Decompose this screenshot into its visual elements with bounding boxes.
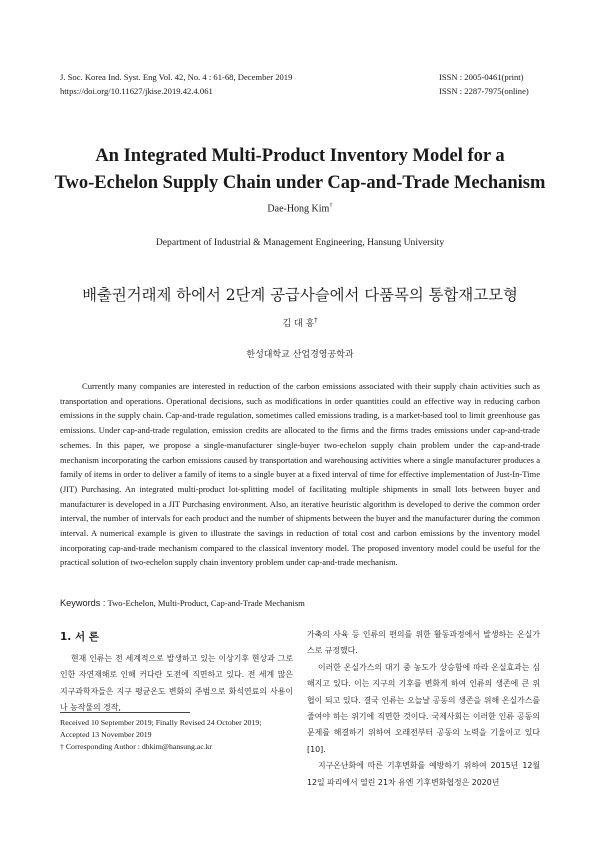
keywords-line xyxy=(60,598,540,608)
issn-block xyxy=(439,70,529,98)
author-affiliation: Department of Industrial & Management Engineering, Hansung University xyxy=(155,237,445,248)
right-paragraph-3: 지구온난화에 따른 기후변화를 예방하기 위하여 2015년 12월 12일 파리에서 열린 21차 유엔 기후변화협정은 2020년 xyxy=(307,761,540,787)
keywords-text: Two-Echelon, Multi-Product, Cap-and-Trade Mechanism xyxy=(107,598,305,608)
author-mark: † xyxy=(329,202,333,209)
author-name-text: Dae-Hong Kim xyxy=(267,203,330,215)
journal-header xyxy=(60,70,292,98)
footnote-corresponding: † Corresponding Author : dhkim@hansung.ac.kr xyxy=(60,742,213,751)
footnote-received: Received 10 September 2019; Finally Revised 24 October 2019; xyxy=(60,718,262,727)
korean-author xyxy=(0,316,600,329)
korean-affiliation: 한성대학교 산업경영공학과 xyxy=(246,350,354,360)
footnote-accepted: Accepted 13 November 2019 xyxy=(60,730,152,739)
footnote-divider xyxy=(60,712,190,713)
right-paragraph-1: 가축의 사육 등 인류의 편의를 위한 활동과정에서 발생하는 온실가스로 규정했다. xyxy=(307,630,540,656)
korean-title: 배출권거래제 하에서 2단계 공급사슬에서 다품목의 통합재고모형 xyxy=(82,286,518,304)
korean-author-text: 김 대 홍 xyxy=(282,319,315,329)
left-paragraph: 현재 인류는 전 세계적으로 발생하고 있는 이상기후 현상과 그로 인한 자연재해로 인해 커다란 도전에 직면하고 있다. 전 세계 많은 지구과학자들은 지구 평균온도 변화의 주범으로 화석연료의 사용이나 농작물의 경작, xyxy=(60,654,293,713)
korean-author-mark: † xyxy=(314,316,318,324)
keywords-label: Keywords : xyxy=(60,598,106,608)
paper-title-line-1: An Integrated Multi-Product Inventory Model for a xyxy=(95,146,505,166)
author-name xyxy=(0,202,600,214)
right-paragraph-2: 이러한 온실가스의 대기 중 농도가 상승함에 따라 온실효과는 심해지고 있다. 이는 지구의 기후를 변화게 하여 인류의 생존에 큰 위협이 되고 있다. 결국 인류는 오늘날 공동의 생존을 위해 온실가스를 줄여야 하는 위기에 직면한 것이다. 국제사회는 이러한 인류 공동의 문제를 해결하기 위하여 오래전부터 공동의 노력을 기울이고 있다[10]. xyxy=(307,662,540,754)
issn-print: ISSN : 2005-0461(print) xyxy=(439,72,524,82)
left-column xyxy=(60,627,293,717)
section-heading-introduction: 1. 서 론 xyxy=(60,631,99,643)
doi-link[interactable]: https://doi.org/10.11627/jkise.2019.42.4.061 xyxy=(60,86,213,96)
paper-title-line-2: Two-Echelon Supply Chain under Cap-and-Trade Mechanism xyxy=(54,173,546,193)
footnotes xyxy=(60,717,300,753)
right-column xyxy=(307,627,540,791)
abstract: Currently many companies are interested in reduction of the carbon emissions associated with their supply chain activities such as transportation and operations. Operational decisions, such as modifications in order quantities could an effective way in reducing carbon emissions in the supply chain. Cap-and-trade regulation, sometimes called emissions trading, is a market-based tool to limit greenhouse gas emissions. Under cap-and-trade regulation, emission credits are allocated to the firms and the firms trades emissions under cap-and-trade schemes. In this paper, we propose a single-manufacturer single-buyer two-echelon supply chain problem under the cap-and-trade mechanism incorporating the carbon emissions caused by transportation and warehousing activities where a single manufacturer produces a family of items in order to deliver a family of items to a single buyer at a fixed interval of time for effective implementation of Just-In-Time (JIT) Purchasing. An integrated multi-product lot-splitting model of facilitating multiple shipments in small lots between buyer and manufacturer is developed in a JIT Purchasing environment. Also, an iterative heuristic algorithm is developed to derive the common order interval, the number of intervals for each product and the number of shipments between the buyer and the manufacturer during the common interval. A numerical example is given to illustrate the savings in reduction of total cost and carbon emissions by the inventory model incorporating cap-and-trade mechanism compared to the classical inventory model. The proposed inventory model could be useful for the practical solution of two-echelon supply chain inventory problem under cap-and-trade mechanism. xyxy=(60,381,540,568)
issn-online: ISSN : 2287-7975(online) xyxy=(439,86,529,96)
journal-citation: J. Soc. Korea Ind. Syst. Eng Vol. 42, No. 4 : 61-68, December 2019 xyxy=(60,72,293,82)
paper-title xyxy=(40,143,560,197)
